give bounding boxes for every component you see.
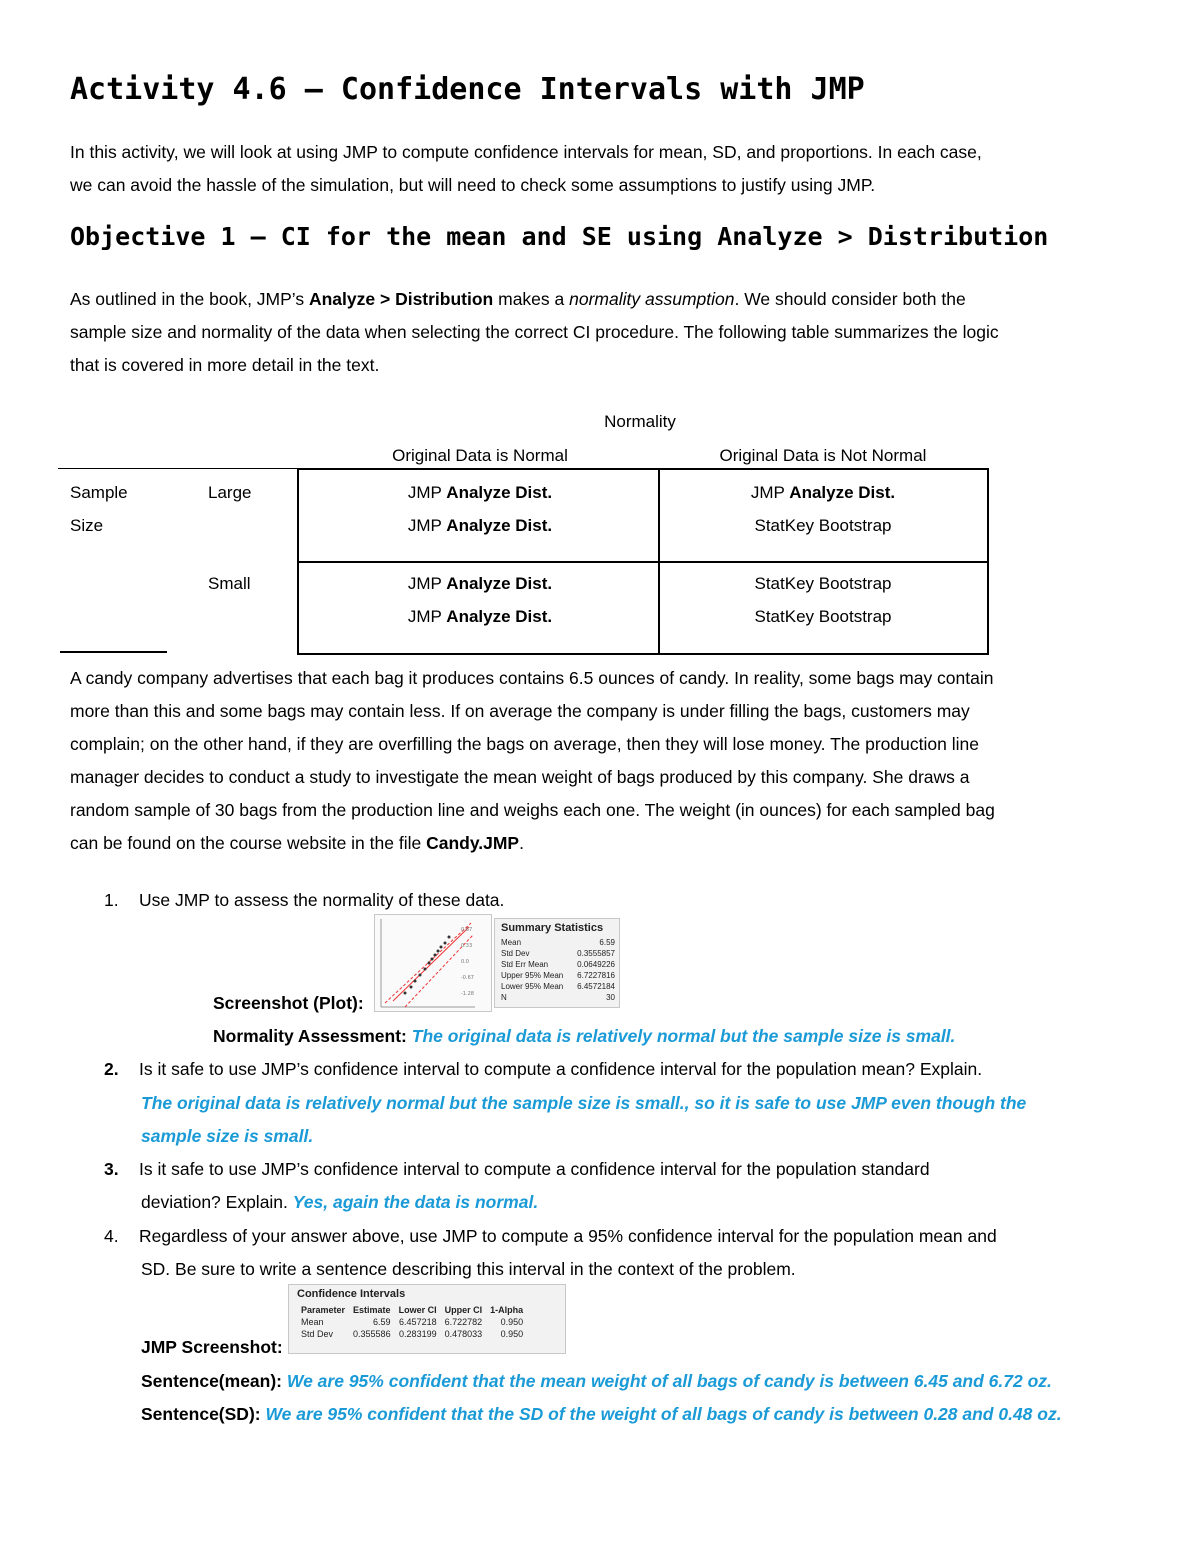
question-2 [104, 1053, 982, 1086]
tick-label: 0.0 [461, 959, 469, 965]
data-point [434, 954, 437, 957]
stat-value: 0.0649226 [577, 960, 615, 969]
question-text: Use JMP to assess the normality of these data. [139, 890, 505, 910]
fit-line [393, 927, 469, 1001]
row-label-large: Large [208, 483, 252, 502]
question-text: deviation? Explain. [141, 1192, 293, 1212]
table-cell [300, 574, 660, 594]
stat-label: Mean [501, 938, 522, 947]
stat-value: 30 [606, 993, 615, 1002]
text: . We should consider both the [734, 289, 966, 309]
table-cell [300, 607, 660, 627]
text: JMP [407, 516, 447, 535]
objective-1-heading: Objective 1 – CI for the mean and SE using Analyze > Distribution [70, 222, 1049, 251]
ci-cell: 6.722782 [444, 1317, 483, 1327]
question-4-line-2: SD. Be sure to write a sentence describing this interval in the context of the problem. [141, 1259, 796, 1279]
text: JMP [407, 483, 447, 502]
ci-cell: 0.283199 [399, 1329, 437, 1339]
tick-label: 0.67 [461, 927, 473, 933]
stat-value: 0.3555857 [577, 949, 615, 958]
question-3 [104, 1153, 930, 1186]
ci-row [297, 1328, 527, 1340]
table-cell: StatKey Bootstrap [754, 607, 892, 626]
data-point [424, 968, 427, 971]
ci-cell: 0.950 [500, 1317, 524, 1327]
answer-2-line-1: The original data is relatively normal but the sample size is small., so it is safe to use JMP even though the [141, 1093, 1027, 1113]
ci-cell: Std Dev [301, 1329, 334, 1339]
table-cell [300, 483, 660, 503]
summary-stats-title: Summary Statistics [501, 922, 604, 934]
col-header-not-normal: Original Data is Not Normal [719, 446, 927, 465]
stat-value: 6.59 [599, 938, 615, 947]
question-text: Is it safe to use JMP’s confidence interval to compute a confidence interval for the population mean? Explain. [139, 1059, 983, 1079]
row-label-sample: Sample [70, 483, 128, 502]
sentence-mean [141, 1365, 1052, 1398]
stat-value: 6.4572184 [577, 982, 615, 991]
ci-title: Confidence Intervals [297, 1288, 406, 1300]
summary-stat-row [501, 981, 615, 992]
candy-para-line: complain; on the other hand, if they are overfilling the bags on average, then they will lose money. The production line [70, 734, 979, 754]
candy-para-line: manager decides to conduct a study to investigate the mean weight of bags produced by this company. She draws a [70, 767, 970, 787]
file-name: Candy.JMP [426, 833, 520, 853]
objective-1-para-line-3: that is covered in more detail in the text. [70, 355, 380, 375]
data-point [448, 936, 451, 939]
bold-text: Analyze Dist. [789, 483, 896, 502]
data-point [437, 950, 440, 953]
answer-2-line-2: sample size is small. [141, 1126, 314, 1146]
question-4 [104, 1220, 997, 1253]
ci-cell: 6.59 [373, 1317, 391, 1327]
summary-statistics-screenshot [494, 918, 620, 1008]
summary-stat-row [501, 937, 615, 948]
data-points [404, 936, 451, 995]
data-point [440, 946, 443, 949]
summary-stat-row [501, 992, 615, 1003]
bold-text: Analyze > Distribution [308, 289, 494, 309]
candy-para-line: more than this and some bags may contain less. If on average the company is under filling the bags, customers may [70, 701, 970, 721]
intro-line-1: In this activity, we will look at using JMP to compute confidence intervals for mean, SD, and proportions. In each case, [70, 142, 982, 162]
question-1 [104, 884, 504, 917]
ci-table [297, 1304, 527, 1340]
data-point [428, 962, 431, 965]
stat-value: 6.7227816 [577, 971, 615, 980]
ci-header-cell: 1-Alpha [490, 1305, 524, 1315]
table-cell: StatKey Bootstrap [754, 574, 892, 593]
answer-text: We are 95% confident that the SD of the weight of all bags of candy is between 0.28 and 0.48 oz. [265, 1404, 1062, 1424]
text: . [519, 833, 524, 853]
text: JMP [750, 483, 790, 502]
ci-cell: 6.457218 [399, 1317, 437, 1327]
label: Sentence(mean): [141, 1371, 283, 1391]
question-text: Regardless of your answer above, use JMP to compute a 95% confidence interval for the population mean and [139, 1226, 997, 1246]
row-label-size: Size [70, 516, 104, 535]
text: makes a [493, 289, 570, 309]
objective-1-para-line-2: sample size and normality of the data when selecting the correct CI procedure. The following table summarizes the logic [70, 322, 999, 342]
screenshot-plot-label: Screenshot (Plot): [213, 993, 364, 1013]
question-text: Is it safe to use JMP’s confidence interval to compute a confidence interval for the population standard [139, 1159, 930, 1179]
data-point [431, 958, 434, 961]
data-point [410, 986, 413, 989]
jmp-screenshot-label: JMP Screenshot: [141, 1337, 283, 1357]
ci-header-cell: Estimate [353, 1305, 391, 1315]
question-3-line-2 [141, 1186, 538, 1219]
table-cell: StatKey Bootstrap [754, 516, 892, 535]
stat-label: Std Err Mean [501, 960, 549, 969]
ci-header-cell: Parameter [301, 1305, 346, 1315]
label: Normality Assessment: [213, 1026, 407, 1046]
stat-label: Lower 95% Mean [501, 982, 564, 991]
ci-row [297, 1316, 527, 1328]
text: can be found on the course website in the file [70, 833, 427, 853]
ci-header-row [297, 1304, 527, 1316]
stat-label: Std Dev [501, 949, 530, 958]
tick-label: -1.28 [461, 991, 474, 997]
bold-text: Analyze Dist. [446, 516, 553, 535]
answer-text: Yes, again the data is normal. [292, 1192, 539, 1212]
stat-label: N [501, 993, 507, 1002]
ci-header-cell: Lower CI [398, 1305, 437, 1315]
answer-text: The original data is relatively normal but the sample size is small. [411, 1026, 956, 1046]
table-cell [660, 483, 986, 503]
confidence-intervals-screenshot [288, 1284, 566, 1354]
data-point [404, 992, 407, 995]
sentence-sd [141, 1398, 1062, 1431]
bold-text: Analyze Dist. [446, 574, 553, 593]
stat-label: Upper 95% Mean [501, 971, 564, 980]
quantile-plot-image [375, 915, 491, 1011]
normality-assessment [213, 1020, 955, 1053]
summary-stat-row [501, 948, 615, 959]
summary-stat-row [501, 959, 615, 970]
question-number: 1. [104, 890, 119, 910]
ci-cell: 0.478033 [444, 1329, 483, 1339]
summary-stats-rows [501, 937, 615, 1003]
ci-header-cell: Upper CI [444, 1305, 483, 1315]
normal-quantile-plot-screenshot [374, 914, 492, 1012]
col-header-normal: Original Data is Normal [392, 446, 568, 465]
data-point [419, 974, 422, 977]
page-title: Activity 4.6 – Confidence Intervals with JMP [70, 72, 865, 107]
table-grid-divider [297, 561, 987, 563]
question-number: 4. [104, 1226, 119, 1246]
candy-para-line: A candy company advertises that each bag it produces contains 6.5 ounces of candy. In reality, some bags may contain [70, 668, 994, 688]
ci-cell: 0.355586 [353, 1329, 391, 1339]
label: Sentence(SD): [141, 1404, 261, 1424]
data-point [414, 980, 417, 983]
summary-stat-row [501, 970, 615, 981]
question-number: 3. [104, 1159, 119, 1179]
axis-tick-labels [461, 927, 474, 997]
normality-header: Normality [604, 412, 676, 431]
table-cell [300, 516, 660, 536]
candy-para-line [70, 827, 524, 860]
ci-cell: 0.950 [500, 1329, 524, 1339]
question-number: 2. [104, 1059, 119, 1079]
row-label-small: Small [208, 574, 251, 593]
ci-cell: Mean [301, 1317, 324, 1327]
text: JMP [407, 574, 447, 593]
table-rule [58, 468, 298, 469]
objective-1-para-line-1 [70, 283, 966, 316]
italic-text: normality assumption [569, 289, 735, 309]
text: JMP [407, 607, 447, 626]
tick-label: 0.33 [461, 943, 473, 949]
tick-label: -0.67 [461, 975, 474, 981]
bold-text: Analyze Dist. [446, 483, 553, 502]
bold-text: Analyze Dist. [446, 607, 553, 626]
intro-line-2: we can avoid the hassle of the simulation, but will need to check some assumptions to justify using JMP. [70, 175, 876, 195]
table-rule [60, 651, 167, 653]
answer-text: We are 95% confident that the mean weight of all bags of candy is between 6.45 and 6.72 oz. [286, 1371, 1052, 1391]
data-point [444, 942, 447, 945]
text: As outlined in the book, JMP’s [70, 289, 309, 309]
candy-para-line: random sample of 30 bags from the production line and weighs each one. The weight (in ounces) for each sampled bag [70, 800, 995, 820]
